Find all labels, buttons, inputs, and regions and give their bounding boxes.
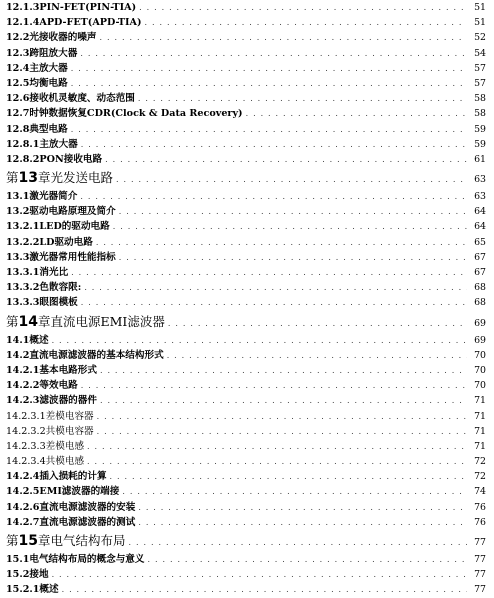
dot-leader (80, 189, 467, 204)
toc-entry-title: 14.2.3.4共模电感 (6, 456, 85, 468)
toc-page-number: 77 (474, 537, 486, 548)
dot-leader (100, 363, 467, 378)
toc-page-number: 76 (474, 516, 486, 528)
dot-leader (71, 61, 467, 76)
toc-entry-title: 14.2.6直流电源滤波器的安装 (6, 501, 136, 513)
dot-leader (100, 393, 467, 408)
toc-chapter-title (6, 167, 113, 189)
toc-section-entry[interactable] (6, 295, 486, 310)
toc-page-number: 77 (474, 584, 486, 596)
toc-subsection-entry[interactable] (6, 454, 486, 469)
dot-leader (80, 46, 467, 61)
toc-section-entry[interactable] (6, 204, 486, 219)
toc-subsection-entry[interactable] (6, 409, 486, 424)
dot-leader (71, 122, 467, 137)
toc-section-entry[interactable] (6, 61, 486, 76)
toc-section-entry[interactable] (6, 0, 486, 15)
toc-chapter-title (6, 311, 165, 333)
dot-leader (100, 30, 467, 45)
toc-page-number: 51 (474, 2, 486, 13)
toc-section-entry[interactable] (6, 76, 486, 91)
toc-page-number: 59 (474, 123, 486, 135)
toc-entry-title: 12.1.4APD-FET(APD-TIA) (6, 17, 142, 29)
toc-page-number: 58 (474, 108, 486, 120)
chapter-number: 14 (18, 313, 38, 330)
toc-section-entry[interactable] (6, 137, 486, 152)
toc-entry-title: 13.2.2LD驱动电路 (6, 236, 93, 248)
toc-section-entry[interactable] (6, 280, 486, 295)
dot-leader (52, 567, 467, 582)
toc-section-entry[interactable] (6, 469, 486, 484)
toc-page-number: 71 (474, 425, 486, 437)
dot-leader (81, 295, 467, 310)
toc-subsection-entry[interactable] (6, 424, 486, 439)
toc-page-number: 63 (474, 191, 486, 203)
toc-page-number: 57 (474, 77, 486, 89)
dot-leader (97, 424, 467, 439)
toc-page-number: 54 (474, 47, 486, 59)
dot-leader (129, 532, 467, 554)
toc-entry-title: 12.8典型电路 (6, 123, 68, 135)
toc-entry-title: 13.3.1消光比 (6, 267, 69, 278)
dot-leader (167, 348, 467, 363)
toc-page-number: 72 (474, 456, 486, 468)
dot-leader (246, 106, 467, 121)
toc-entry-title: 13.3激光器常用性能指标 (6, 251, 116, 263)
toc-section-entry[interactable] (6, 348, 486, 363)
toc-entry-title: 13.2.1LED的驱动电路 (6, 221, 110, 233)
dot-leader (84, 280, 467, 295)
toc-page-number: 74 (474, 486, 486, 498)
toc-section-entry[interactable] (6, 46, 486, 61)
toc-entry-title: 12.7时钟数据恢复CDR(Clock & Data Recovery) (6, 108, 243, 120)
toc-page-number: 77 (474, 554, 486, 565)
toc-section-entry[interactable] (6, 15, 486, 30)
toc-section-entry[interactable] (6, 122, 486, 137)
toc-entry-title: 12.4主放大器 (6, 62, 68, 74)
toc-section-entry[interactable] (6, 219, 486, 234)
toc-entry-title: 15.2接地 (6, 569, 49, 581)
dot-leader (96, 235, 467, 250)
toc-section-entry[interactable] (6, 106, 486, 121)
toc-section-entry[interactable] (6, 250, 486, 265)
toc-page-number: 58 (474, 93, 486, 105)
dot-leader (148, 552, 468, 567)
toc-entry-title: 13.3.3眼图模板 (6, 297, 78, 309)
toc-entry-title: 15.2.1概述 (6, 584, 59, 596)
chapter-prefix: 第 (6, 533, 19, 548)
toc-page-number: 52 (474, 32, 486, 44)
toc-page-number: 59 (474, 138, 486, 150)
toc-section-entry[interactable] (6, 30, 486, 45)
toc-entry-title: 14.2.2等效电路 (6, 380, 78, 392)
toc-section-entry[interactable] (6, 552, 486, 567)
chapter-prefix: 第 (6, 313, 19, 329)
toc-entry-title: 14.2.1基本电路形式 (6, 364, 97, 376)
dot-leader (110, 469, 467, 484)
toc-entry-title: 14.2.3.2共模电容器 (6, 425, 94, 437)
chapter-name: 章光发送电路 (38, 170, 114, 186)
toc-entry-title: 14.2直流电源滤波器的基本结构形式 (6, 349, 164, 361)
toc-entry-title: 13.3.2色散容限: (6, 282, 82, 294)
toc-page-number: 77 (474, 569, 486, 581)
toc-page-number: 64 (474, 221, 486, 233)
dot-leader (71, 265, 467, 280)
toc-section-entry[interactable] (6, 333, 486, 348)
toc-section-entry[interactable] (6, 378, 486, 393)
toc-page-number: 64 (474, 206, 486, 218)
dot-leader (52, 333, 467, 348)
toc-page-number: 69 (474, 317, 486, 329)
dot-leader (81, 378, 467, 393)
toc-page-number: 70 (474, 364, 486, 376)
dot-leader (119, 204, 467, 219)
dot-leader (87, 454, 467, 469)
toc-section-entry[interactable] (6, 567, 486, 582)
dot-leader (116, 169, 467, 191)
toc-entry-title: 14.1概述 (6, 334, 49, 346)
dot-leader (168, 313, 467, 335)
toc-entry-title: 12.5均衡电路 (6, 77, 68, 89)
toc-page-number: 70 (474, 380, 486, 392)
toc-section-entry[interactable] (6, 515, 486, 530)
toc-entry-title: 12.3跨阻放大器 (6, 47, 78, 59)
toc-entry-title: 14.2.4插入损耗的计算 (6, 471, 107, 483)
dot-leader (138, 515, 467, 530)
toc-entry-title: 12.6接收机灵敏度、动态范围 (6, 93, 135, 105)
dot-leader (119, 250, 467, 265)
toc-page-number: 71 (474, 395, 486, 407)
toc-page-number: 65 (474, 236, 486, 248)
toc-page-number: 61 (474, 153, 486, 165)
toc-page-number: 71 (474, 410, 486, 422)
dot-leader (62, 582, 467, 597)
toc-section-entry[interactable] (6, 189, 486, 204)
toc-entry-title: 14.2.5EMI滤波器的端接 (6, 486, 120, 498)
dot-leader (144, 15, 467, 30)
toc-page-number: 57 (474, 62, 486, 74)
toc-entry-title: 14.2.3滤波器的器件 (6, 395, 97, 407)
toc-entry-title: 15.1电气结构布局的概念与意义 (6, 554, 145, 565)
toc-entry-title: 14.2.3.3差模电感 (6, 440, 85, 452)
toc-page-number: 69 (474, 334, 486, 346)
toc-subsection-entry[interactable] (6, 439, 486, 454)
toc-entry-title: 14.2.3.1差模电容器 (6, 410, 94, 422)
toc-entry-title: 14.2.7直流电源滤波器的测试 (6, 516, 136, 528)
toc-section-entry[interactable] (6, 235, 486, 250)
dot-leader (138, 91, 467, 106)
dot-leader (97, 409, 467, 424)
chapter-number: 15 (18, 533, 38, 549)
toc-page-number: 76 (474, 501, 486, 513)
toc-section-entry[interactable] (6, 582, 486, 597)
toc-chapter-entry[interactable] (6, 167, 486, 189)
dot-leader (105, 152, 467, 167)
dot-leader (122, 484, 467, 499)
toc-section-entry[interactable] (6, 152, 486, 167)
toc-section-entry[interactable] (6, 91, 486, 106)
toc-page-number: 68 (474, 297, 486, 309)
toc-section-entry[interactable] (6, 363, 486, 378)
toc-page-number: 70 (474, 349, 486, 361)
chapter-name: 章电气结构布局 (38, 533, 126, 548)
toc-section-entry[interactable] (6, 393, 486, 408)
toc-entry-title: 12.1.3PIN-FET(PIN-TIA) (6, 2, 137, 13)
toc-page-number: 68 (474, 282, 486, 294)
chapter-number: 13 (18, 170, 38, 187)
toc-page-number: 51 (474, 17, 486, 29)
toc-page-number: 63 (474, 174, 486, 186)
chapter-name: 章直流电源EMI滤波器 (38, 313, 165, 329)
toc-page-number: 67 (474, 251, 486, 263)
toc-entry-title: 13.2驱动电路原理及简介 (6, 206, 116, 218)
dot-leader (71, 76, 467, 91)
dot-leader (138, 500, 467, 515)
toc-entry-title: 12.8.2PON接收电路 (6, 153, 103, 165)
toc-entry-title: 12.2光接收器的噪声 (6, 32, 97, 44)
toc-chapter-entry[interactable] (6, 311, 486, 333)
toc-entry-title: 12.8.1主放大器 (6, 138, 78, 150)
toc-section-entry[interactable] (6, 500, 486, 515)
dot-leader (113, 219, 467, 234)
toc-section-entry[interactable] (6, 265, 486, 280)
chapter-prefix: 第 (6, 170, 19, 186)
toc-page-number: 67 (474, 267, 486, 278)
dot-leader (87, 439, 467, 454)
toc-section-entry[interactable] (6, 484, 486, 499)
toc-chapter-title (6, 530, 126, 552)
toc-chapter-entry[interactable] (6, 530, 486, 552)
dot-leader (139, 0, 467, 15)
toc-entry-title: 13.1激光器简介 (6, 191, 78, 203)
toc-page-number: 72 (474, 471, 486, 483)
dot-leader (81, 137, 467, 152)
toc-page-number: 71 (474, 440, 486, 452)
